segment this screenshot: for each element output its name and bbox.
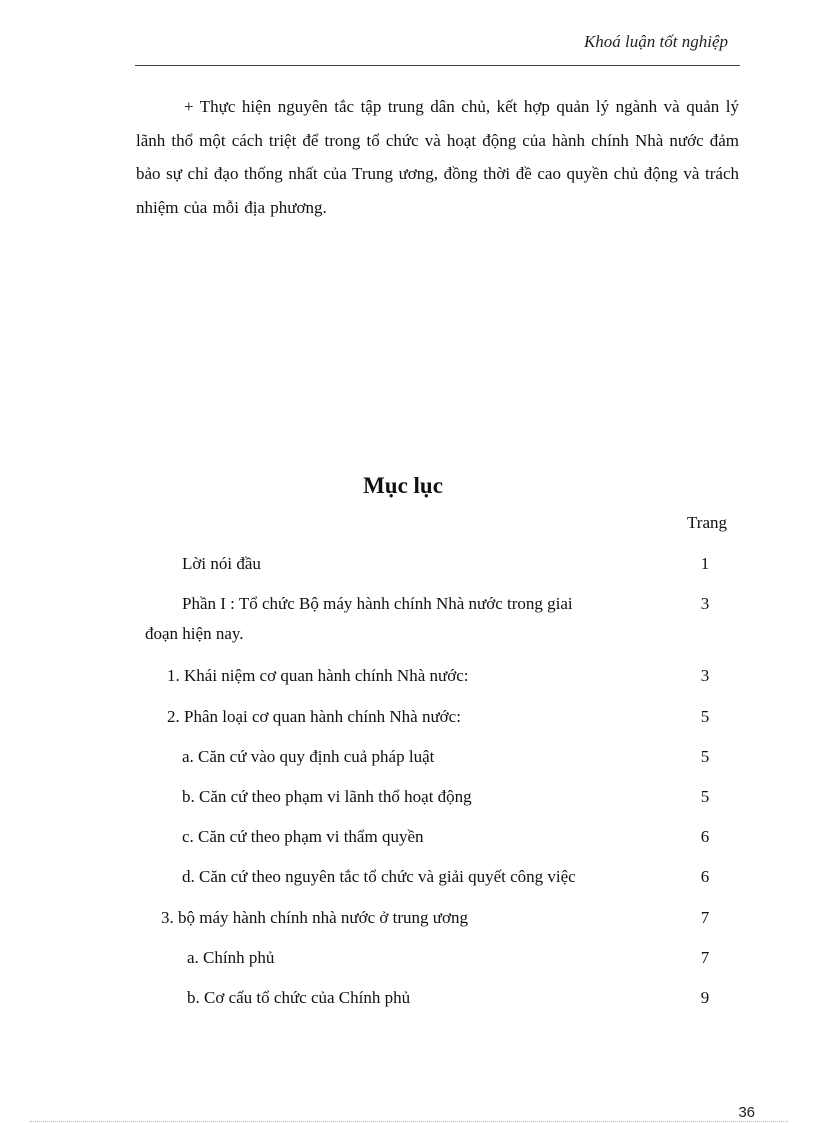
toc-entry-page: 5: [700, 707, 710, 726]
toc-entry-continuation: đoạn hiện nay.: [145, 624, 244, 643]
toc-entry-page: 5: [700, 747, 710, 766]
toc-entry-page: 7: [700, 908, 710, 927]
document-header-title: Khoá luận tốt nghiệp: [583, 32, 728, 51]
page-number: 36: [738, 1104, 755, 1121]
header-divider: [135, 65, 740, 66]
body-paragraph: + Thực hiện nguyên tắc tập trung dân chủ, kết hợp quản lý ngành và quản lý lãnh thổ một cách triệt để trong tổ chức và hoạt động của hành chính Nhà nước đảm bảo sự chỉ đạo thống nhất của Trung ương, đồng thời đề cao quyền chủ động và trách nhiệm của mỗi địa phương.: [136, 97, 739, 217]
toc-entry-text: d. Căn cứ theo nguyên tắc tổ chức và giải quyết công việc: [182, 867, 576, 886]
toc-title: Mục lục: [363, 473, 443, 498]
toc-entry-text: 2. Phân loại cơ quan hành chính Nhà nước:: [167, 707, 461, 726]
toc-entry-text: a. Căn cứ vào quy định cuả pháp luật: [182, 747, 435, 766]
toc-entry-text: 3. bộ máy hành chính nhà nước ở trung ương: [161, 908, 468, 927]
toc-page-column-header: Trang: [687, 513, 727, 532]
toc-entry-page: 9: [700, 988, 710, 1007]
toc-entry-text: Lời nói đầu: [182, 554, 261, 573]
toc-entry-page: 1: [700, 554, 710, 573]
toc-entry-page: 7: [700, 948, 710, 967]
toc-entry-page: 5: [700, 787, 710, 806]
toc-entry-text: a. Chính phủ: [187, 948, 275, 967]
toc-entry-text: b. Căn cứ theo phạm vi lãnh thổ hoạt động: [182, 787, 472, 806]
toc-entry-page: 6: [700, 827, 710, 846]
toc-entry-text: c. Căn cứ theo phạm vi thẩm quyền: [182, 827, 424, 846]
toc-entry-text: 1. Khái niệm cơ quan hành chính Nhà nước:: [167, 666, 469, 685]
footer-divider: [30, 1121, 788, 1122]
toc-entry-page: 6: [700, 867, 710, 886]
toc-entry-text: Phần I : Tổ chức Bộ máy hành chính Nhà nước trong giai: [182, 594, 573, 613]
toc-entry-page: 3: [700, 666, 710, 685]
toc-entry-page: 3: [700, 594, 710, 613]
toc-entry-text: b. Cơ cấu tổ chức của Chính phủ: [187, 988, 411, 1007]
